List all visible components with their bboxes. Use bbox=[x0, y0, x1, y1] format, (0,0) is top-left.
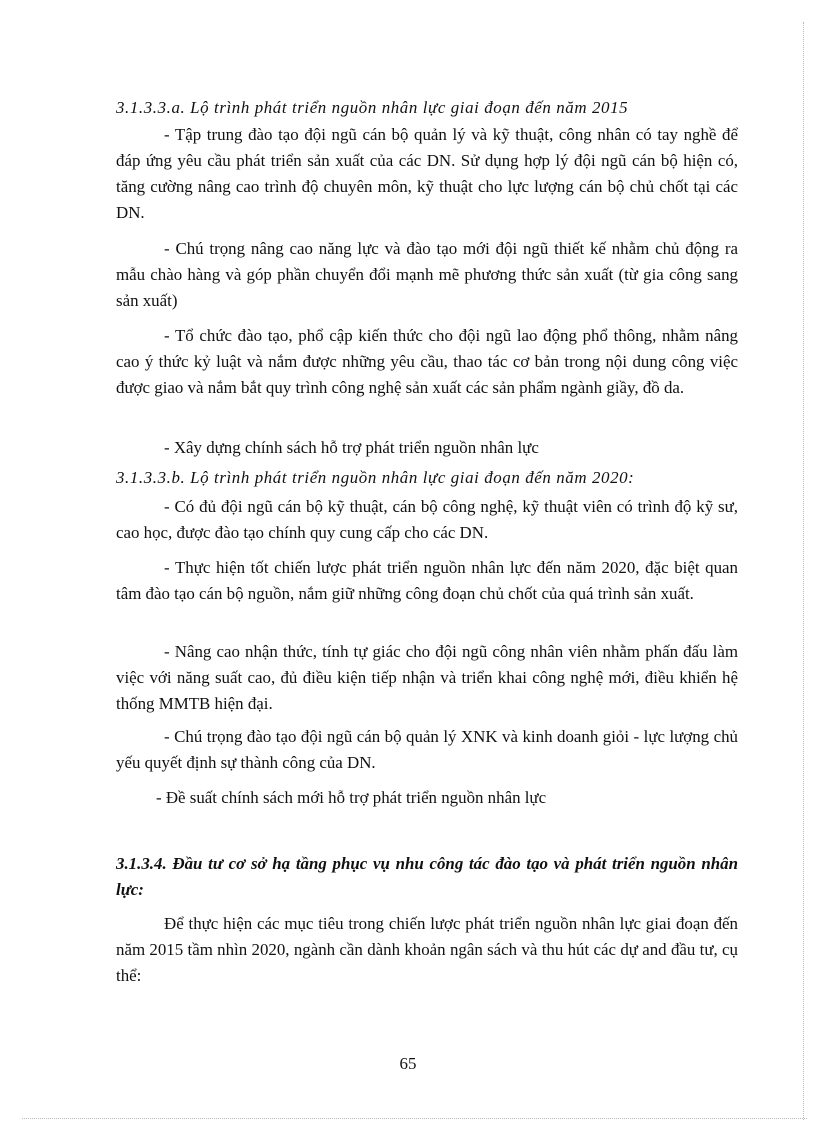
section-heading-3-1-3-3-a: 3.1.3.3.a. Lộ trình phát triển nguồn nhân lực giai đoạn đến năm 2015 bbox=[116, 98, 629, 117]
paragraph-training-management: - Tập trung đào tạo đội ngũ cán bộ quản lý và kỹ thuật, công nhân có tay nghề để đáp ứng yêu cầu phát triển sản xuất của các DN. Sử dụng hợp lý đội ngũ cán bộ hiện có, tăng cường nâng cao trình độ chuyên môn, kỹ thuật cho lực lượng cán bộ chủ chốt tại các DN. bbox=[116, 125, 738, 222]
paragraph-support-policy: - Xây dựng chính sách hỗ trợ phát triển nguồn nhân lực bbox=[164, 438, 539, 457]
paragraph-infrastructure-investment: Để thực hiện các mục tiêu trong chiến lược phát triển nguồn nhân lực giai đoạn đến năm 2015 tầm nhìn 2020, ngành cần dành khoản ngân sách và thu hút các dự and đầu tư, cụ thể: bbox=[116, 914, 738, 985]
paragraph-import-export-management: - Chú trọng đào tạo đội ngũ cán bộ quản lý XNK và kinh doanh giỏi - lực lượng chủ yếu quyết định sự thành công của DN. bbox=[116, 727, 738, 772]
section-heading-3-1-3-4: 3.1.3.4. Đầu tư cơ sở hạ tầng phục vụ nhu công tác đào tạo và phát triển nguồn nhân lực: bbox=[116, 854, 738, 899]
section-heading-3-1-3-3-b: 3.1.3.3.b. Lộ trình phát triển nguồn nhân lực giai đoạn đến năm 2020: bbox=[116, 468, 635, 487]
paragraph-new-policy: - Đề suất chính sách mới hỗ trợ phát triển nguồn nhân lực bbox=[156, 788, 547, 807]
page-border-bottom bbox=[22, 1118, 807, 1119]
paragraph-technical-staff: - Có đủ đội ngũ cán bộ kỹ thuật, cán bộ công nghệ, kỹ thuật viên có trình độ kỹ sư, cao học, được đào tạo chính quy cung cấp cho các DN. bbox=[116, 497, 738, 542]
paragraph-design-capacity: - Chú trọng nâng cao năng lực và đào tạo mới đội ngũ thiết kế nhằm chủ động ra mẫu chào hàng và góp phần chuyển đổi mạnh mẽ phương thức sản xuất (từ gia công sang sản xuất) bbox=[116, 239, 738, 310]
paragraph-hr-strategy-2020: - Thực hiện tốt chiến lược phát triển nguồn nhân lực đến năm 2020, đặc biệt quan tâm đào tạo cán bộ nguồn, nắm giữ những công đoạn chủ chốt của quá trình sản xuất. bbox=[116, 558, 738, 603]
page-number: 65 bbox=[399, 1054, 417, 1073]
paragraph-awareness: - Nâng cao nhận thức, tính tự giác cho đội ngũ công nhân viên nhằm phấn đấu làm việc với năng suất cao, đủ điều kiện tiếp nhận và triển khai công nghệ mới, điều khiển hệ thống MMTB hiện đại. bbox=[116, 642, 738, 713]
page-border-right bbox=[803, 22, 804, 1120]
paragraph-labor-training: - Tổ chức đào tạo, phổ cập kiến thức cho đội ngũ lao động phổ thông, nhằm nâng cao ý thức kỷ luật và nắm được những yêu cầu, thao tác cơ bản trong nội dung công việc được giao và nắm bắt quy trình công nghệ sản xuất các sản phẩm ngành giầy, đồ da. bbox=[116, 326, 738, 397]
